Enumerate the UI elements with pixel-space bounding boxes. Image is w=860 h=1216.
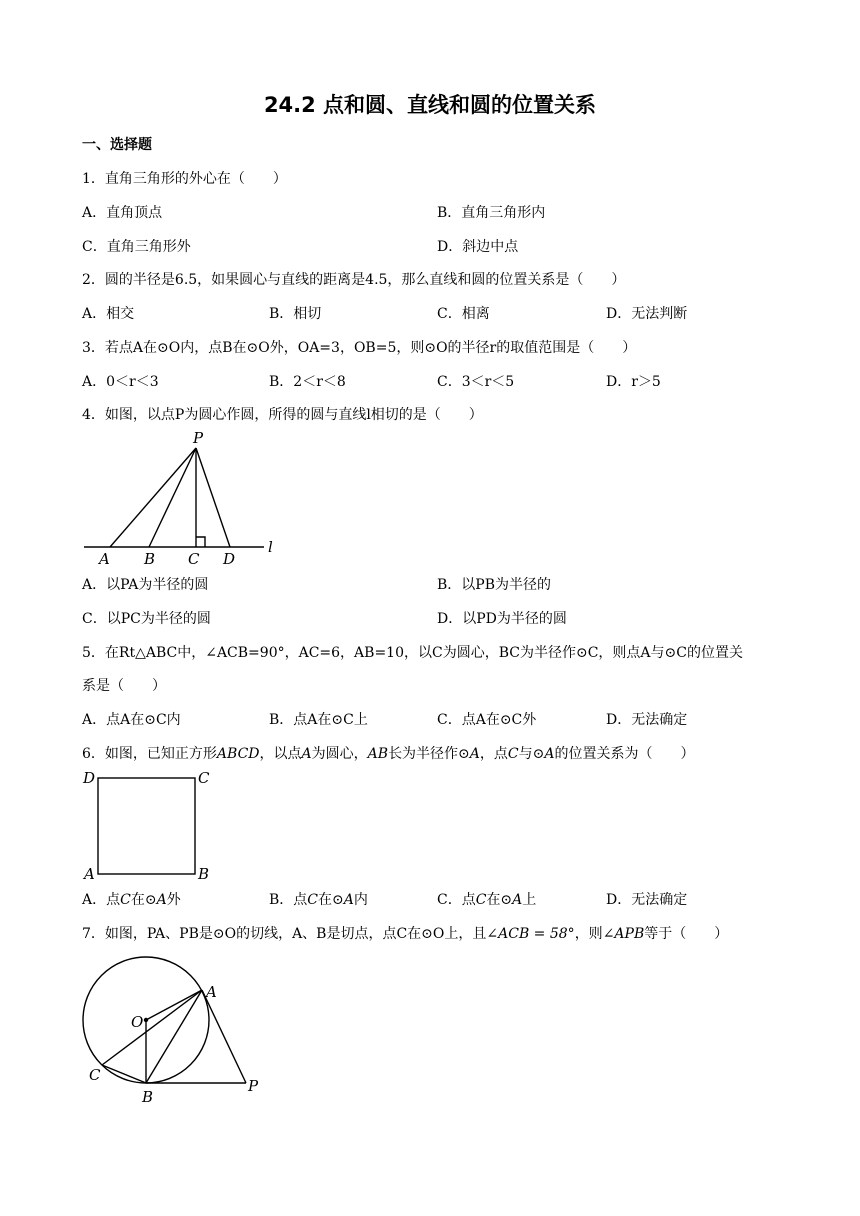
segment-pb [149, 448, 196, 547]
right-angle-mark [196, 537, 205, 547]
q5-option-c[interactable]: C．点A在⊙C外 [437, 712, 537, 728]
q1-option-a[interactable]: A．直角顶点 [82, 205, 163, 221]
segment-cb [102, 1065, 146, 1083]
segment-ab [146, 990, 202, 1083]
question-7-stem: 7．如图，PA、PB是⊙O的切线，A、B是切点，点C在⊙O上，且∠ACB = 58°，则∠APB等于（ ） [82, 926, 729, 942]
square-abcd [98, 778, 195, 874]
label-b: B [198, 865, 210, 883]
label-d: D [223, 550, 236, 568]
label-c: C [89, 1066, 101, 1084]
q1-option-c[interactable]: C．直角三角形外 [82, 239, 191, 255]
q5-option-d[interactable]: D．无法确定 [606, 712, 688, 728]
q5-option-b[interactable]: B．点A在⊙C上 [269, 712, 368, 728]
label-p: P [248, 1077, 259, 1095]
question-5-stem-line2: 系是（ ） [82, 678, 166, 694]
q7-circle-figure [76, 945, 276, 1105]
label-o: O [131, 1013, 144, 1031]
question-4-stem: 4．如图，以点P为圆心作圆，所得的圆与直线l相切的是（ ） [82, 407, 483, 423]
segment-pa [110, 448, 196, 547]
page-title: 24.2 点和圆、直线和圆的位置关系 [263, 93, 597, 117]
label-a: A [99, 550, 110, 568]
q4-option-d[interactable]: D．以PD为半径的圆 [437, 611, 567, 627]
q3-option-c[interactable]: C．3＜r＜5 [437, 374, 515, 390]
label-p: P [193, 429, 204, 447]
q2-option-c[interactable]: C．相离 [437, 306, 490, 322]
question-3-stem: 3．若点A在⊙O内，点B在⊙O外，OA=3，OB=5，则⊙O的半径r的取值范围是（ ） [82, 340, 637, 356]
label-l: l [268, 538, 273, 556]
question-6-stem: 6．如图，已知正方形ABCD，以点A为圆心，AB长为半径作⊙A，点C与⊙A的位置关系为（ ） [82, 746, 695, 762]
q6-option-b[interactable]: B．点C在⊙A内 [269, 892, 368, 908]
q3-option-a[interactable]: A．0＜r＜3 [82, 374, 159, 390]
q3-option-b[interactable]: B．2＜r＜8 [269, 374, 346, 390]
label-b: B [144, 550, 156, 568]
q6-option-c[interactable]: C．点C在⊙A上 [437, 892, 537, 908]
section-heading: 一、选择题 [82, 137, 152, 153]
q5-option-a[interactable]: A．点A在⊙C内 [82, 712, 181, 728]
q1-option-d[interactable]: D．斜边中点 [437, 239, 519, 255]
q4-option-a[interactable]: A．以PA为半径的圆 [82, 577, 209, 593]
q4-option-c[interactable]: C．以PC为半径的圆 [82, 611, 211, 627]
q2-option-d[interactable]: D．无法判断 [606, 306, 688, 322]
label-c: C [198, 769, 210, 787]
label-a: A [84, 865, 95, 883]
q4-figure [80, 428, 280, 568]
segment-ap [202, 990, 246, 1083]
label-c: C [188, 550, 200, 568]
label-d: D [83, 769, 96, 787]
center-point-o [144, 1018, 148, 1022]
question-2-stem: 2．圆的半径是6.5，如果圆心与直线的距离是4.5，那么直线和圆的位置关系是（ ） [82, 272, 626, 288]
label-b: B [142, 1088, 154, 1106]
q2-option-b[interactable]: B．相切 [269, 306, 322, 322]
q3-option-d[interactable]: D．r＞5 [606, 374, 661, 390]
q6-square-figure [80, 765, 220, 885]
question-1-stem: 1．直角三角形的外心在（ ） [82, 171, 287, 187]
q1-option-b[interactable]: B．直角三角形内 [437, 205, 546, 221]
segment-ac [102, 990, 202, 1065]
segment-pd [196, 448, 230, 547]
question-5-stem-line1: 5．在Rt△ABC中，∠ACB=90°，AC=6，AB=10，以C为圆心，BC为半径作⊙C，则点A与⊙C的位置关 [82, 645, 743, 661]
q6-option-d[interactable]: D．无法确定 [606, 892, 688, 908]
q4-option-b[interactable]: B．以PB为半径的 [437, 577, 551, 593]
q2-option-a[interactable]: A．相交 [82, 306, 135, 322]
label-a: A [206, 983, 217, 1001]
q6-option-a[interactable]: A．点C在⊙A外 [82, 892, 181, 908]
